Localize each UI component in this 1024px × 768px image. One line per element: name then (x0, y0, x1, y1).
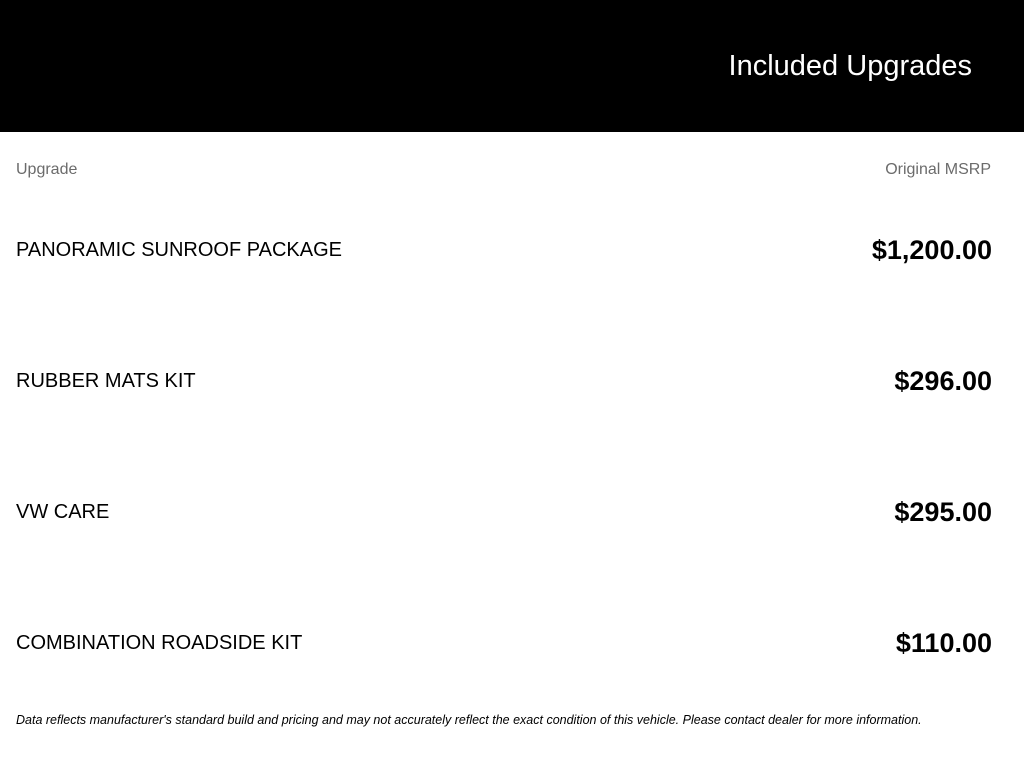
column-header-original-msrp: Original MSRP (885, 161, 991, 178)
upgrade-price: $296.00 (894, 366, 992, 396)
upgrade-row (0, 230, 1024, 270)
header-bar (0, 0, 1024, 132)
upgrade-name: VW CARE (16, 501, 110, 523)
upgrade-name: PANORAMIC SUNROOF PACKAGE (16, 239, 342, 261)
upgrade-row (0, 361, 1024, 401)
upgrade-name: RUBBER MATS KIT (16, 370, 196, 392)
upgrade-row (0, 623, 1024, 663)
upgrade-price: $295.00 (894, 497, 992, 527)
upgrade-row (0, 492, 1024, 532)
upgrade-price: $110.00 (895, 628, 992, 658)
column-header-upgrade: Upgrade (16, 161, 78, 178)
page-title: Included Upgrades (728, 50, 972, 82)
upgrade-name: COMBINATION ROADSIDE KIT (16, 632, 303, 654)
upgrade-price: $1,200.00 (871, 235, 992, 265)
disclaimer-text: Data reflects manufacturer's standard build and pricing and may not accurately reflect the exact condition of this vehicle. Please contact dealer for more information. (16, 713, 922, 727)
